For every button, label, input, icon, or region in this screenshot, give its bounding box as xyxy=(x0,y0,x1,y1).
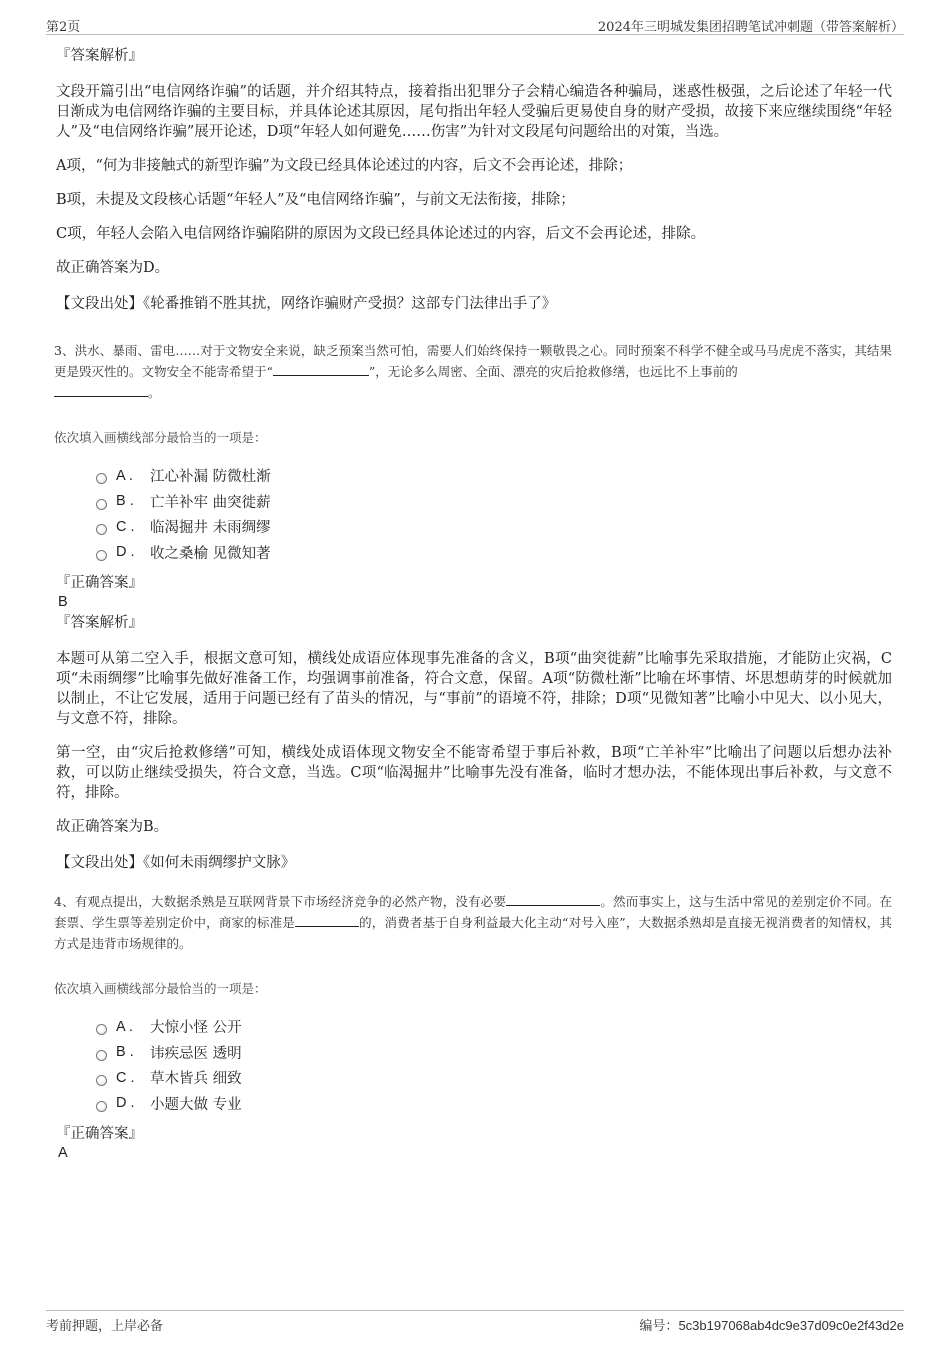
option-letter: D . xyxy=(116,1095,135,1112)
answer-block xyxy=(56,1124,892,1162)
option-text: 草木皆兵 细致 xyxy=(150,1071,242,1088)
analysis-paragraph: 第一空，由“灾后抢救修缮”可知，横线处成语体现文物安全不能寄希望于事后补救，B项“亡羊补牢”比喻出了问题以后想办法补救，可以防止继续受损失，符合文意，当选。C项“临渴掘井”比喻事先没有准备，临时才想办法，不能体现出事后补救，与文意不符，排除。 xyxy=(56,745,892,801)
option-text: 亡羊补牢 曲突徙薪 xyxy=(150,494,271,511)
option-a[interactable] xyxy=(96,1014,892,1040)
code-value: 5c3b197068ab4dc9e37d09c0e2f43d2e xyxy=(678,1318,904,1333)
question-stem xyxy=(54,340,892,403)
radio-icon[interactable] xyxy=(96,499,107,510)
footer-slogan: 考前押题，上岸必备 xyxy=(46,1319,164,1334)
page-number: 第2页 xyxy=(46,20,81,35)
answer-heading: 『正确答案』 xyxy=(56,1126,143,1142)
radio-icon[interactable] xyxy=(96,473,107,484)
analysis-paragraph: C项，年轻人会陷入电信网络诈骗陷阱的原因为文段已经具体论述过的内容，后文不会再论述，排除。 xyxy=(56,226,706,242)
stem-text: ”，无论多么周密、全面、漂亮的灾后抢救修缮，也远比不上事前的 xyxy=(368,364,738,379)
radio-icon[interactable] xyxy=(96,550,107,561)
option-b[interactable] xyxy=(96,489,892,515)
page-content xyxy=(56,46,892,1162)
fill-blank xyxy=(273,363,369,376)
stem-text: 4、有观点提出，大数据杀熟是互联网背景下市场经济竞争的必然产物，没有必要 xyxy=(54,894,507,909)
fill-blank xyxy=(295,914,359,927)
analysis-paragraph: 文段开篇引出“电信网络诈骗”的话题，并介绍其特点，接着指出犯罪分子会精心编造各种骗局，迷惑性极强，之后论述了年轻一代日渐成为电信网络诈骗的主要目标，并具体论述其原因，尾句指出年轻人受骗后更易使自身的财产受损，故接下来应继续围绕“年轻人”及“电信网络诈骗”展开论述，D项“年轻人如何避免……伤害”为针对文段尾句问题给出的对策，当选。 xyxy=(56,84,892,140)
question-4 xyxy=(56,891,892,1162)
answer-block xyxy=(56,573,892,633)
fill-blank xyxy=(506,893,600,906)
option-letter: C . xyxy=(116,518,135,535)
question-stem xyxy=(54,891,892,954)
radio-icon[interactable] xyxy=(96,1101,107,1112)
answer-value: B xyxy=(58,594,68,610)
analysis-conclusion: 故正确答案为D。 xyxy=(56,260,170,276)
passage-source: 【文段出处】《轮番推销不胜其扰，网络诈骗财产受损？这部专门法律出手了》 xyxy=(56,296,557,312)
option-text: 临渴掘井 未雨绸缪 xyxy=(150,520,271,537)
option-text: 江心补漏 防微杜渐 xyxy=(150,469,271,486)
page-footer xyxy=(46,1310,904,1333)
analysis-paragraph: A项，“何为非接触式的新型诈骗”为文段已经具体论述过的内容，后文不会再论述，排除； xyxy=(56,158,633,174)
radio-icon[interactable] xyxy=(96,1075,107,1086)
analysis-paragraph: B项，未提及文段核心话题“年轻人”及“电信网络诈骗”，与前文无法衔接，排除； xyxy=(56,192,575,208)
radio-icon[interactable] xyxy=(96,1024,107,1035)
answer-value: A xyxy=(58,1145,68,1161)
option-c[interactable] xyxy=(96,514,892,540)
analysis-heading: 『答案解析』 xyxy=(56,615,143,631)
option-letter: C . xyxy=(116,1069,135,1086)
passage-source: 【文段出处】《如何未雨绸缪护文脉》 xyxy=(56,855,296,871)
option-text: 大惊小怪 公开 xyxy=(150,1020,242,1037)
option-letter: D . xyxy=(116,544,135,561)
radio-icon[interactable] xyxy=(96,1050,107,1061)
option-text: 小题大做 专业 xyxy=(150,1096,242,1113)
analysis-heading: 『答案解析』 xyxy=(56,48,143,64)
option-text: 收之桑榆 见微知著 xyxy=(150,545,271,562)
option-letter: A . xyxy=(116,1018,133,1035)
code-label: 编号： xyxy=(639,1319,679,1334)
stem-text: 。 xyxy=(148,385,161,400)
option-text: 讳疾忌医 透明 xyxy=(150,1045,242,1062)
option-letter: B . xyxy=(116,493,134,510)
document-title: 2024年三明城发集团招聘笔试冲刺题（带答案解析） xyxy=(597,20,904,35)
analysis-conclusion: 故正确答案为B。 xyxy=(56,819,169,835)
q2-analysis xyxy=(56,46,892,314)
analysis-paragraph: 本题可从第二空入手，根据文意可知，横线处成语应体现事先准备的含义，B项“曲突徙薪”比喻事先采取措施，才能防止灾祸，C项“未雨绸缪”比喻事先做好准备工作，均强调事前准备，符合文意，保留。A项“防微杜渐”比喻在坏事情、坏思想萌芽的时候就加以制止，不让它发展，适用于问题已经有了苗头的情况，与“事前”的语境不符，排除；D项“见微知著”比喻小中见大、以小见大，与文意不符，排除。 xyxy=(56,651,892,727)
option-letter: A . xyxy=(116,467,133,484)
answer-heading: 『正确答案』 xyxy=(56,575,143,591)
stem-text: 的，消费者基于自身利益最大化主动“对号入座”，大数据杀熟却是直接无视消费者的知情权，其方式是违背市场规律的。 xyxy=(54,915,892,951)
question-3 xyxy=(56,340,892,873)
stem-text: 。然而事实上，这与生活中常见的差别定价不同。在套票、学生票等差别定价中，商家的标准是 xyxy=(54,894,892,930)
question-prompt: 依次填入画横线部分最恰当的一项是： xyxy=(54,981,267,996)
option-d[interactable] xyxy=(96,540,892,566)
option-list xyxy=(96,463,892,565)
page-header xyxy=(46,14,904,35)
option-a[interactable] xyxy=(96,463,892,489)
question-prompt: 依次填入画横线部分最恰当的一项是： xyxy=(54,430,267,445)
option-list xyxy=(96,1014,892,1116)
option-letter: B . xyxy=(116,1044,134,1061)
option-c[interactable] xyxy=(96,1065,892,1091)
stem-text: 3、洪水、暴雨、雷电……对于文物安全来说，缺乏预案当然可怕，需要人们始终保持一颗敬畏之心。同时预案不科学不健全或马马虎虎不落实，其结果更是毁灭性的。文物安全不能寄希望于“ xyxy=(54,343,892,379)
option-b[interactable] xyxy=(96,1040,892,1066)
document-code xyxy=(639,1315,904,1334)
radio-icon[interactable] xyxy=(96,524,107,535)
option-d[interactable] xyxy=(96,1091,892,1117)
fill-blank xyxy=(54,384,148,397)
